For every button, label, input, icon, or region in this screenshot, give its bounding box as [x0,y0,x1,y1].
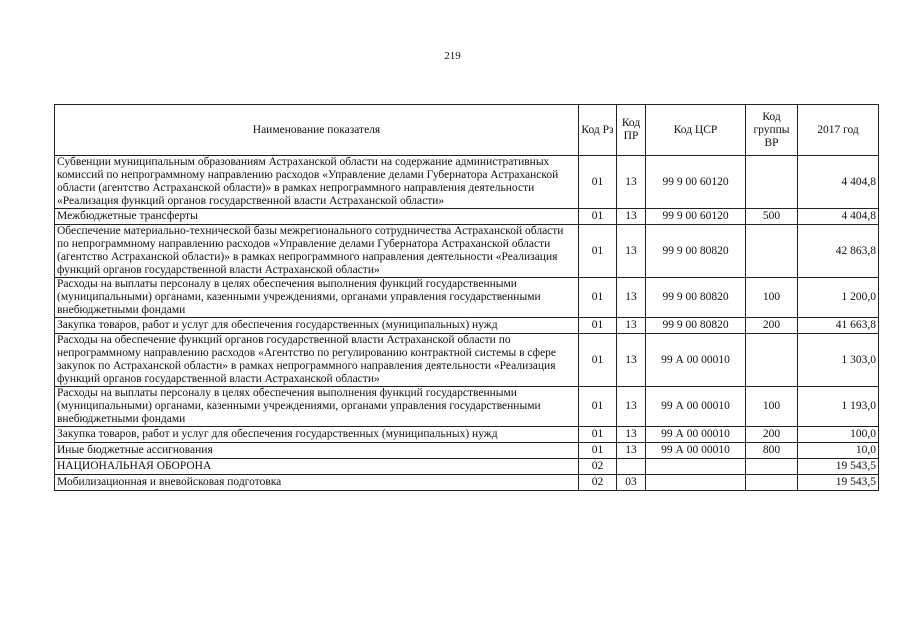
header-rz: Код Рз [579,105,617,156]
row-amount: 100,0 [798,427,879,443]
row-name: НАЦИОНАЛЬНАЯ ОБОРОНА [55,459,579,475]
row-csr: 99 9 00 80820 [646,278,746,318]
row-pr: 13 [617,427,646,443]
table-row [55,387,879,427]
row-name: Закупка товаров, работ и услуг для обеспечения государственных (муниципальных) нужд [55,318,579,334]
row-pr: 03 [617,475,646,491]
row-rz: 01 [579,278,617,318]
row-amount: 42 863,8 [798,225,879,278]
page-number: 219 [444,50,461,62]
table-row [55,209,879,225]
budget-table [54,104,879,491]
row-name: Мобилизационная и вневойсковая подготовка [55,475,579,491]
row-rz: 01 [579,156,617,209]
row-pr: 13 [617,387,646,427]
row-name: Закупка товаров, работ и услуг для обеспечения государственных (муниципальных) нужд [55,427,579,443]
row-pr: 13 [617,225,646,278]
header-vr: Код группы ВР [746,105,798,156]
row-amount: 19 543,5 [798,459,879,475]
table-row [55,459,879,475]
row-pr: 13 [617,318,646,334]
table-row [55,475,879,491]
table-row [55,427,879,443]
row-amount: 1 303,0 [798,334,879,387]
row-amount: 10,0 [798,443,879,459]
row-name: Расходы на выплаты персоналу в целях обеспечения выполнения функций государственными (муниципальными) органами, казенными учреждениями, органами управления государственными внебюджетными фондами [55,278,579,318]
table-row [55,334,879,387]
row-rz: 01 [579,225,617,278]
row-amount: 41 663,8 [798,318,879,334]
row-rz: 01 [579,318,617,334]
row-vr [746,334,798,387]
row-pr: 13 [617,443,646,459]
row-amount: 19 543,5 [798,475,879,491]
row-vr [746,156,798,209]
row-vr: 800 [746,443,798,459]
row-csr: 99 А 00 00010 [646,387,746,427]
row-name: Обеспечение материально-технической базы межрегионального сотрудничества Астраханской области по непрограммному направлению расходов «Управление делами Губернатора Астраханской области (агентство Астраханской области)» в рамках непрограммного направления деятельности «Реализация функций органов государственной власти Астраханской области» [55,225,579,278]
table-row [55,278,879,318]
row-csr: 99 А 00 00010 [646,427,746,443]
row-rz: 02 [579,475,617,491]
table-row [55,156,879,209]
row-vr: 100 [746,278,798,318]
row-csr: 99 9 00 60120 [646,209,746,225]
row-rz: 01 [579,427,617,443]
header-csr: Код ЦСР [646,105,746,156]
row-amount: 4 404,8 [798,209,879,225]
row-csr: 99 А 00 00010 [646,443,746,459]
row-amount: 1 200,0 [798,278,879,318]
table-header-row [55,105,879,156]
row-pr: 13 [617,156,646,209]
row-vr: 100 [746,387,798,427]
row-vr [746,459,798,475]
row-csr: 99 А 00 00010 [646,334,746,387]
row-vr: 200 [746,318,798,334]
row-name: Расходы на выплаты персоналу в целях обеспечения выполнения функций государственными (муниципальными) органами, казенными учреждениями, органами управления государственными внебюджетными фондами [55,387,579,427]
row-name: Расходы на обеспечение функций органов государственной власти Астраханской области по непрограммному направлению расходов «Агентство по регулированию контрактной системы в сфере закупок по Астраханской области» в рамках непрограммного направления деятельности «Реализация функций органов государственной власти Астраханской области» [55,334,579,387]
row-vr [746,225,798,278]
row-vr [746,475,798,491]
row-amount: 4 404,8 [798,156,879,209]
row-csr: 99 9 00 80820 [646,225,746,278]
row-pr [617,459,646,475]
row-csr: 99 9 00 60120 [646,156,746,209]
row-name: Иные бюджетные ассигнования [55,443,579,459]
row-csr [646,475,746,491]
row-pr: 13 [617,278,646,318]
row-rz: 01 [579,443,617,459]
row-name: Межбюджетные трансферты [55,209,579,225]
row-csr [646,459,746,475]
row-name: Субвенции муниципальным образованиям Астраханской области на содержание административных комиссий по непрограммному направлению расходов «Управление делами Губернатора Астраханской области (агентство Астраханской области)» в рамках непрограммного направления деятельности «Реализация функций органов государственной власти Астраханской области» [55,156,579,209]
table-row [55,318,879,334]
table-row [55,443,879,459]
header-year: 2017 год [798,105,879,156]
row-rz: 01 [579,334,617,387]
header-pr: Код ПР [617,105,646,156]
row-vr: 200 [746,427,798,443]
header-name: Наименование показателя [55,105,579,156]
table-row [55,225,879,278]
row-csr: 99 9 00 80820 [646,318,746,334]
row-rz: 01 [579,387,617,427]
row-rz: 02 [579,459,617,475]
row-pr: 13 [617,209,646,225]
row-vr: 500 [746,209,798,225]
row-rz: 01 [579,209,617,225]
row-amount: 1 193,0 [798,387,879,427]
row-pr: 13 [617,334,646,387]
